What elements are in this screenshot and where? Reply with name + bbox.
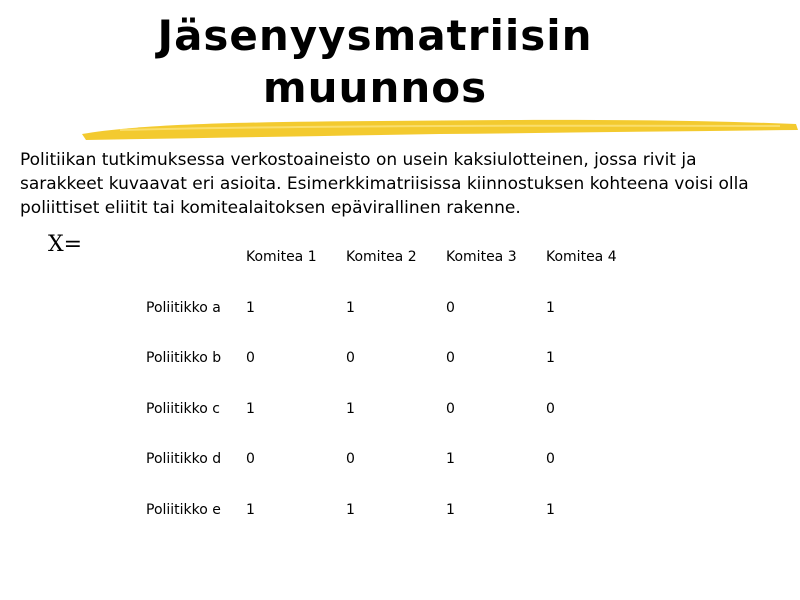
matrix-cell: 1 [546, 501, 555, 518]
matrix-cell: 1 [546, 350, 555, 367]
table-row [138, 384, 638, 435]
table-row [138, 333, 638, 384]
table-row [138, 283, 638, 334]
matrix-cell: 0 [346, 350, 355, 367]
matrix-cell: 0 [446, 299, 455, 316]
table-row [138, 485, 638, 536]
matrix-cell: 1 [246, 299, 255, 316]
matrix-header-row [138, 232, 638, 283]
matrix-cell: 0 [246, 350, 255, 367]
row-header: Poliitikko e [146, 501, 221, 518]
column-header: Komitea 1 [246, 249, 317, 266]
slide-title [100, 10, 650, 114]
intro-paragraph: Politiikan tutkimuksessa verkostoaineisto on usein kaksiulotteinen, jossa rivit ja sarakkeet kuvaavat eri asioita. Esimerkkimatriisissa kiinnostuksen kohteena voisi olla poliittiset eliitit tai komitealaitoksen epävirallinen rakenne. [20, 150, 749, 218]
matrix-cell: 1 [246, 400, 255, 417]
matrix-cell: 0 [346, 451, 355, 468]
row-header: Poliitikko c [146, 400, 220, 417]
slide-title-line-2: muunnos [262, 63, 488, 112]
title-underline-brushstroke [80, 114, 800, 144]
matrix-cell: 1 [546, 299, 555, 316]
matrix-cell: 1 [346, 299, 355, 316]
column-header: Komitea 4 [546, 249, 617, 266]
matrix-cell: 1 [346, 400, 355, 417]
matrix-cell: 0 [246, 451, 255, 468]
matrix-cell: 1 [246, 501, 255, 518]
matrix-cell: 0 [546, 400, 555, 417]
column-header: Komitea 2 [346, 249, 417, 266]
corner-cell [138, 232, 238, 283]
row-header: Poliitikko d [146, 451, 222, 468]
table-row [138, 434, 638, 485]
row-header: Poliitikko b [146, 350, 222, 367]
brushstroke-shape [82, 120, 798, 140]
matrix-cell: 0 [546, 451, 555, 468]
matrix-cell: 0 [446, 400, 455, 417]
row-header: Poliitikko a [146, 299, 221, 316]
slide-title-line-1: Jäsenyysmatriisin [157, 11, 593, 60]
matrix-label: X= [48, 232, 83, 257]
matrix-cell: 1 [446, 451, 455, 468]
matrix-cell: 1 [446, 501, 455, 518]
matrix-cell: 0 [446, 350, 455, 367]
matrix-cell: 1 [346, 501, 355, 518]
membership-matrix [138, 232, 638, 535]
column-header: Komitea 3 [446, 249, 517, 266]
